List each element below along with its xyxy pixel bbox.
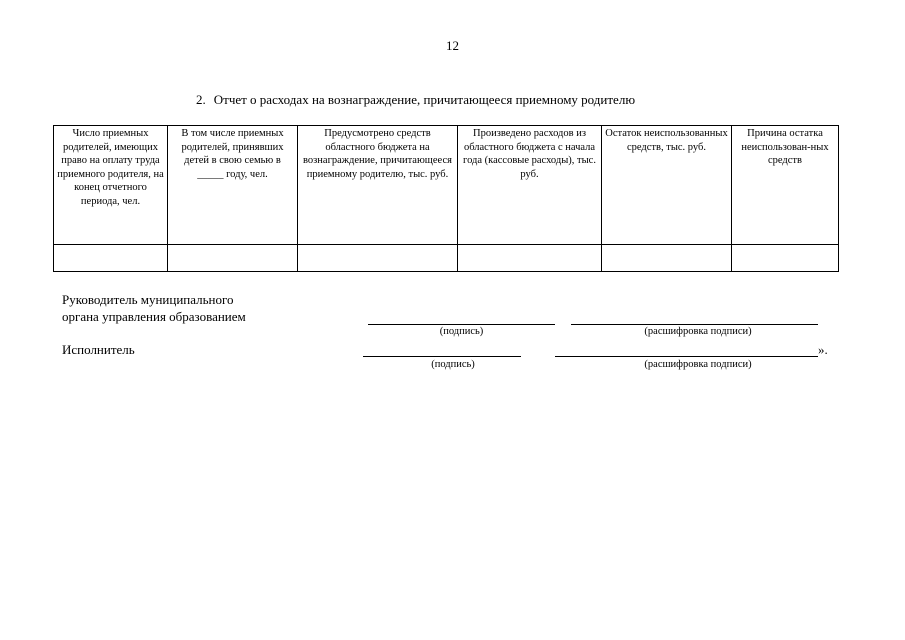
executor-decoding-line[interactable] <box>555 356 818 357</box>
section-title-text: Отчет о расходах на вознаграждение, причитающееся приемному родителю <box>213 92 636 107</box>
column-header-unused-balance: Остаток неиспользованных средств, тыс. руб. <box>602 126 732 245</box>
column-header-expenses-made: Произведено расходов из областного бюджета с начала года (кассовые расходы), тыс. руб. <box>458 126 602 245</box>
column-header-budget-planned: Предусмотрено средств областного бюджета на вознаграждение, причитающееся приемному родителю, тыс. руб. <box>298 126 458 245</box>
head-title-line2: органа управления образованием <box>62 309 246 324</box>
column-header-accepted-this-year: В том числе приемных родителей, принявших детей в свою семью в _____ году, чел. <box>168 126 298 245</box>
table-cell[interactable] <box>168 245 298 272</box>
table-cell[interactable] <box>54 245 168 272</box>
executor-label: Исполнитель <box>62 342 135 357</box>
table-cell[interactable] <box>458 245 602 272</box>
section-number: 2. <box>196 92 206 107</box>
executor-decoding-caption: (расшифровка подписи) <box>644 359 752 370</box>
executor-signature-caption: (подпись) <box>431 359 475 370</box>
head-decoding-line[interactable] <box>571 324 818 325</box>
head-signature-line[interactable] <box>368 324 555 325</box>
table-header-row <box>54 126 839 245</box>
head-signature-caption: (подпись) <box>439 326 484 337</box>
expense-report-table <box>53 125 839 272</box>
closing-quote: ». <box>818 342 828 357</box>
head-decoding-caption: (расшифровка подписи) <box>644 326 752 337</box>
executor-signature-line[interactable] <box>363 356 521 357</box>
table-row <box>54 245 839 272</box>
page-number: 12 <box>446 38 459 53</box>
table-cell[interactable] <box>298 245 458 272</box>
section-title <box>196 92 635 108</box>
column-header-balance-reason: Причина остатка неиспользован-ных средств <box>732 126 839 245</box>
table-cell[interactable] <box>732 245 839 272</box>
column-header-foster-parents-count: Число приемных родителей, имеющих право на оплату труда приемного родителя, на конец отчетного периода, чел. <box>54 126 168 245</box>
table-cell[interactable] <box>602 245 732 272</box>
head-title-line1: Руководитель муниципального <box>62 292 234 307</box>
